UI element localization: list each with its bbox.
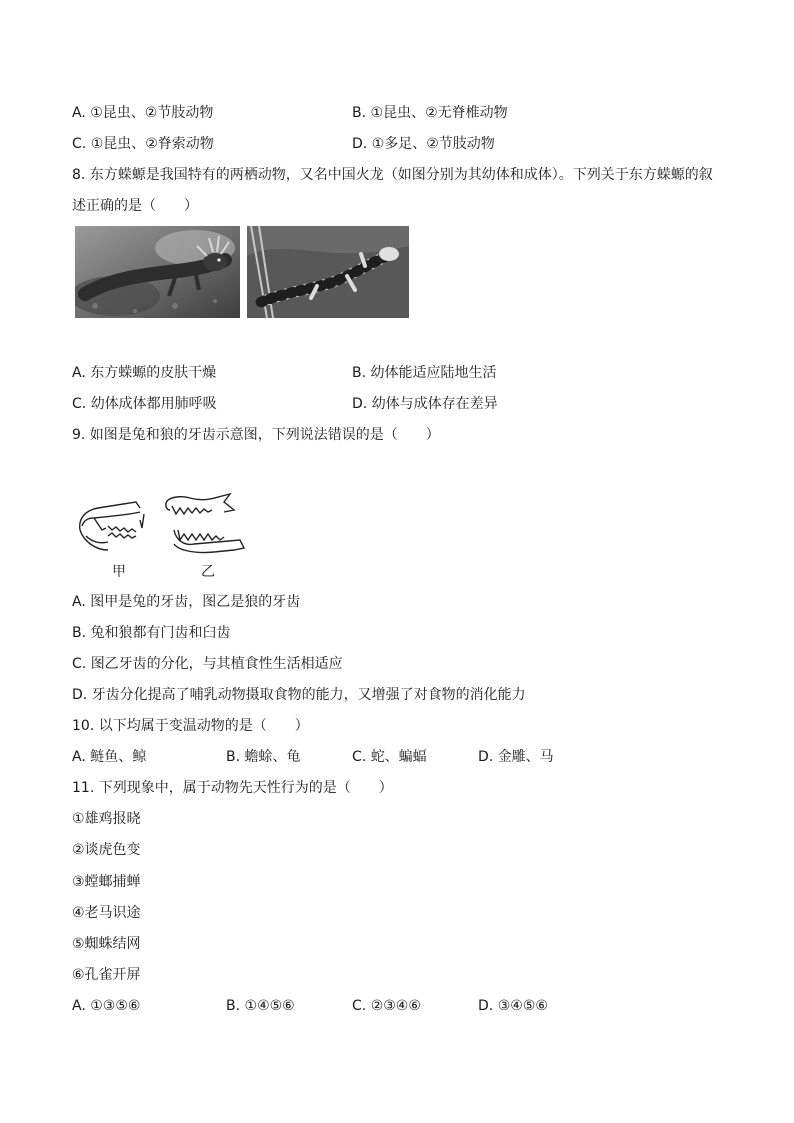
q8-option-d: D. 幼体与成体存在差异 <box>352 396 498 412</box>
q9-option-b: B. 兔和狼都有门齿和臼齿 <box>72 625 231 641</box>
q11-item: ⑥孔雀开屏 <box>72 967 141 983</box>
q8-stem-line2: 述正确的是（ ） <box>72 198 198 214</box>
q7-option-c: C. ①昆虫、②脊索动物 <box>72 136 214 152</box>
q11-item: ⑤蜘蛛结网 <box>72 936 141 952</box>
q10-option-a: A. 鲢鱼、鲸 <box>72 749 147 765</box>
q8-option-a: A. 东方蝾螈的皮肤干燥 <box>72 365 217 381</box>
salamander-adult-photo <box>247 226 409 318</box>
q7-option-d: D. ①多足、②节肢动物 <box>352 136 495 152</box>
q11-item: ②谈虎色变 <box>72 842 141 858</box>
q11-option-b: B. ①④⑤⑥ <box>226 998 295 1014</box>
q11-stem: 11. 下列现象中，属于动物先天性行为的是（ ） <box>72 780 393 796</box>
label-jia: 甲 <box>112 564 126 580</box>
label-yi: 乙 <box>201 564 215 580</box>
q11-option-c: C. ②③④⑥ <box>352 998 421 1014</box>
salamander-larva-photo <box>75 226 240 318</box>
q11-option-a: A. ①③⑤⑥ <box>72 998 141 1014</box>
q9-option-c: C. 图乙牙齿的分化，与其植食性生活相适应 <box>72 656 343 672</box>
q10-option-b: B. 蟾蜍、龟 <box>226 749 301 765</box>
q8-option-c: C. 幼体成体都用肺呼吸 <box>72 396 217 412</box>
q11-item: ①雄鸡报晓 <box>72 811 141 827</box>
q11-item: ④老马识途 <box>72 905 141 921</box>
q10-option-c: C. 蛇、蝙蝠 <box>352 749 427 765</box>
q10-stem: 10. 以下均属于变温动物的是（ ） <box>72 718 309 734</box>
q9-stem: 9. 如图是兔和狼的牙齿示意图，下列说法错误的是（ ） <box>72 427 440 443</box>
q9-option-d: D. 牙齿分化提高了哺乳动物摄取食物的能力，又增强了对食物的消化能力 <box>72 687 526 703</box>
q11-item: ③螳螂捕蝉 <box>72 874 141 890</box>
q7-option-b: B. ①昆虫、②无脊椎动物 <box>352 105 508 121</box>
q11-option-d: D. ③④⑤⑥ <box>478 998 548 1014</box>
teeth-diagram <box>74 492 250 556</box>
q8-stem-line1: 8. 东方蝾螈是我国特有的两栖动物，又名中国火龙（如图分别为其幼体和成体）。下列关于东方蝾螈的叙 <box>72 167 713 183</box>
q10-option-d: D. 金雕、马 <box>478 749 554 765</box>
q7-option-a: A. ①昆虫、②节肢动物 <box>72 105 214 121</box>
q9-option-a: A. 图甲是兔的牙齿，图乙是狼的牙齿 <box>72 594 301 610</box>
q8-option-b: B. 幼体能适应陆地生活 <box>352 365 497 381</box>
